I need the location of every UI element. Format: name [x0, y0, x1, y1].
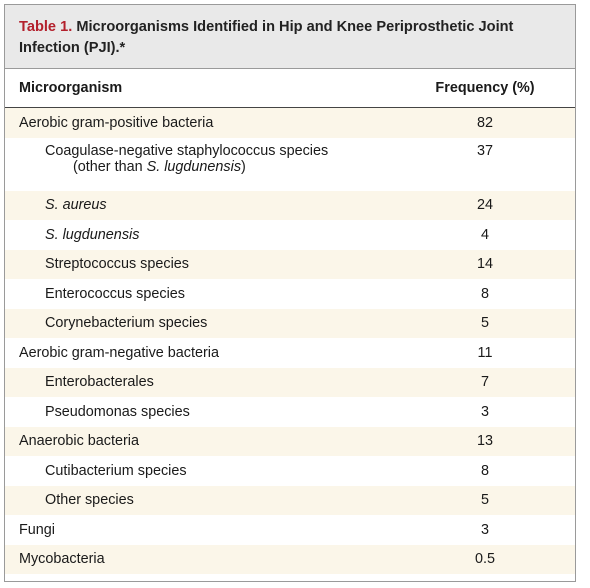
row-label: Cutibacterium species	[45, 462, 187, 479]
row-frequency: 8	[480, 462, 489, 479]
row-label	[5, 138, 415, 191]
table-row	[5, 397, 575, 427]
row-label: Mycobacteria	[5, 545, 415, 575]
row-frequency: 3	[480, 521, 489, 538]
row-frequency: 5	[415, 309, 575, 339]
table-row	[5, 545, 575, 575]
row-frequency: 5	[415, 486, 575, 516]
table-row	[5, 368, 575, 398]
table-row	[5, 191, 575, 221]
row-label: S. aureus	[5, 191, 415, 221]
row-label-line2	[45, 159, 415, 175]
table-number-label: Table 1.	[19, 19, 73, 35]
table-row	[5, 250, 575, 280]
row-label: Enterococcus species	[45, 285, 185, 302]
table-row	[5, 108, 575, 138]
table-frame	[4, 4, 576, 582]
column-header-microorganism: Microorganism	[5, 69, 415, 108]
microorganism-table	[5, 69, 575, 574]
table-row	[5, 220, 575, 250]
row-label-line1: Coagulase-negative staphylococcus species	[45, 142, 329, 159]
row-label: Anaerobic bacteria	[5, 427, 415, 457]
row-frequency: 37	[476, 142, 493, 159]
row-frequency: 14	[415, 250, 575, 280]
row-label: Enterobacterales	[5, 368, 415, 398]
row-label: S. lugdunensis	[45, 226, 140, 243]
table-row	[5, 309, 575, 339]
row-frequency: 13	[415, 427, 575, 457]
table-row	[5, 427, 575, 457]
table-row	[5, 515, 575, 545]
table-row	[5, 279, 575, 309]
row-label: Aerobic gram-positive bacteria	[5, 108, 415, 138]
row-label: Streptococcus species	[5, 250, 415, 280]
table-header-row	[5, 69, 575, 108]
table-row	[5, 138, 575, 191]
row-label-line2-prefix: (other than	[73, 158, 147, 175]
row-frequency: 0.5	[415, 545, 575, 575]
table-title-block	[5, 5, 575, 69]
row-label-line2-italic: S. lugdunensis	[146, 158, 242, 175]
table-title	[19, 17, 561, 59]
row-label-line2-suffix: )	[241, 158, 246, 175]
row-label: Other species	[5, 486, 415, 516]
row-label: Pseudomonas species	[45, 403, 190, 420]
row-frequency: 82	[415, 108, 575, 138]
row-frequency: 24	[415, 191, 575, 221]
row-frequency: 4	[480, 226, 489, 243]
table-row	[5, 338, 575, 368]
table-title-text: Microorganisms Identified in Hip and Knee Periprosthetic Joint Infection (PJI).*	[19, 19, 514, 56]
row-label: Fungi	[19, 521, 55, 538]
row-label: Aerobic gram-negative bacteria	[19, 344, 219, 361]
column-header-frequency: Frequency (%)	[415, 69, 575, 108]
row-frequency: 11	[477, 344, 493, 361]
table-row	[5, 456, 575, 486]
row-frequency: 7	[415, 368, 575, 398]
table-row	[5, 486, 575, 516]
row-frequency: 8	[480, 285, 489, 302]
row-label: Corynebacterium species	[5, 309, 415, 339]
row-frequency: 3	[480, 403, 489, 420]
